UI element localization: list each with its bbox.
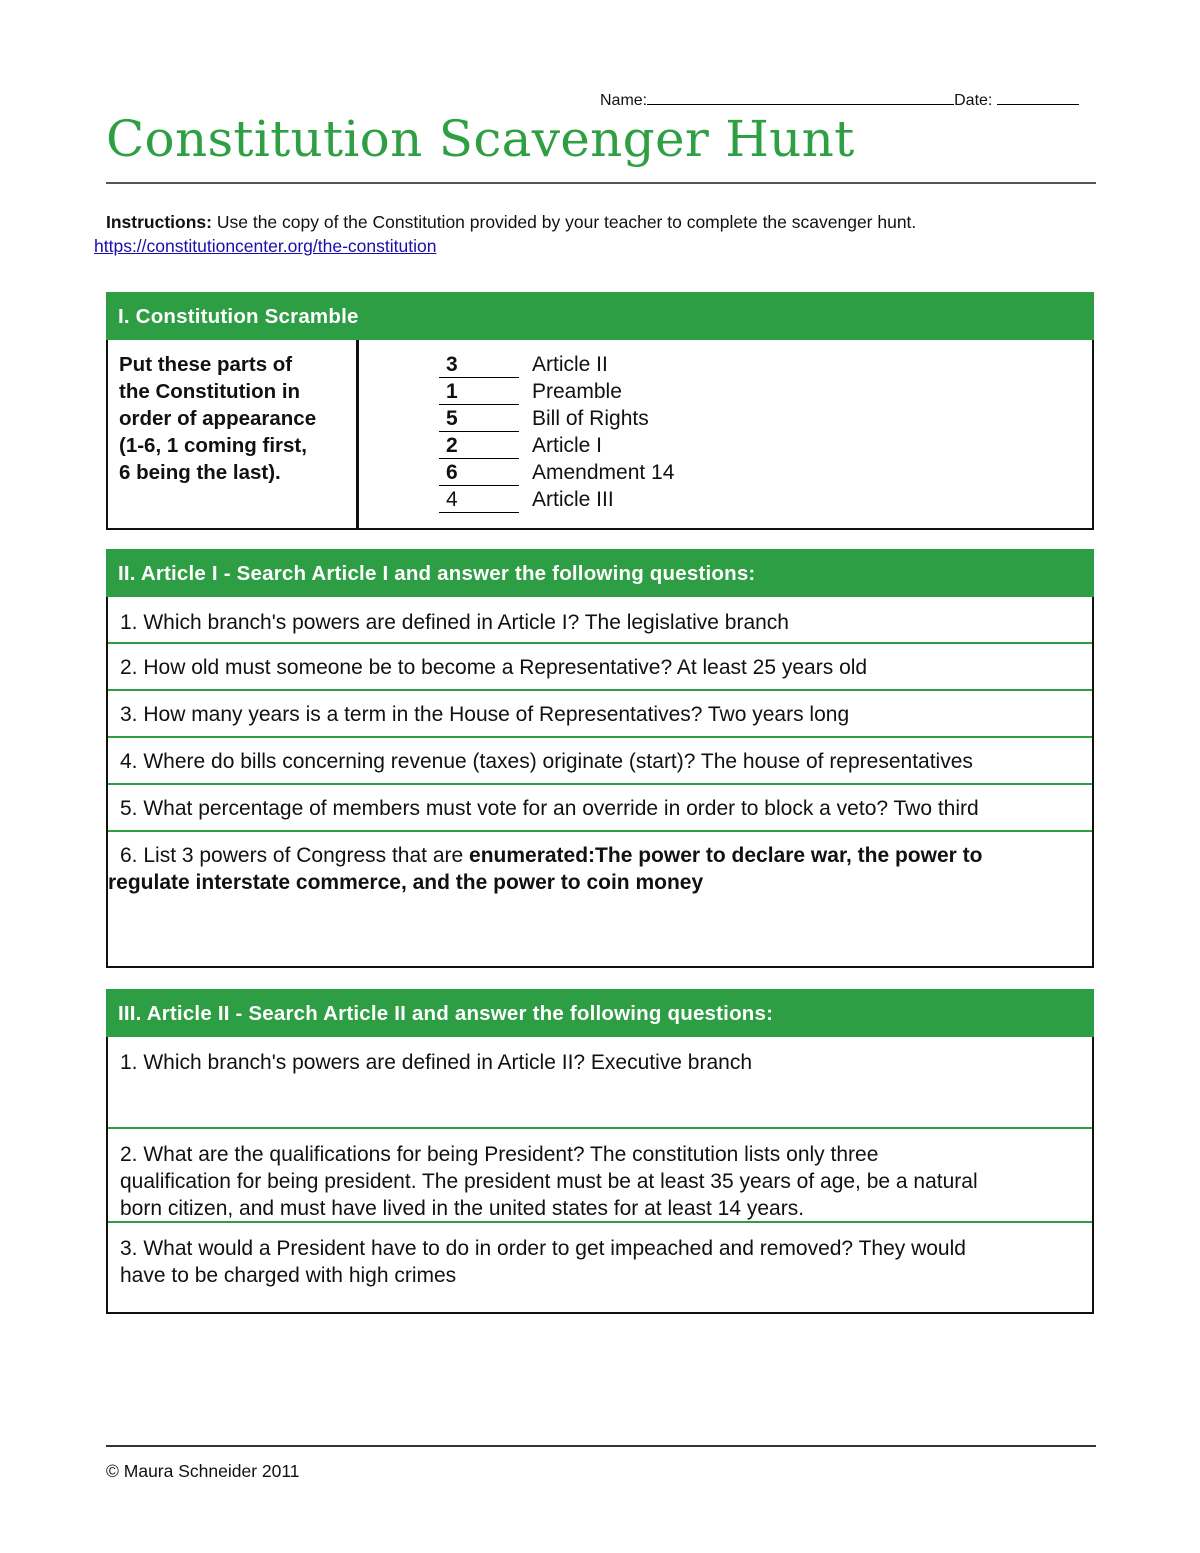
instructions [106,212,916,233]
question-text: 1. Which branch's powers are defined in Article I? The legislative branch [120,611,789,634]
question-row[interactable] [108,691,1092,738]
section-heading: I. Constitution Scramble [106,292,1094,340]
section-heading: III. Article II - Search Article II and answer the following questions: [106,989,1094,1037]
section-heading: II. Article I - Search Article I and answer the following questions: [106,549,1094,597]
part-label: Amendment 14 [532,461,675,484]
answer-text: enumerated:The power to declare war, the power to [469,844,983,867]
instructions-text: Use the copy of the Constitution provided by your teacher to complete the scavenger hunt. [211,212,917,232]
question-row[interactable] [108,597,1092,644]
page-title: Constitution Scavenger Hunt [106,110,855,168]
list-item [439,378,674,405]
section-constitution-scramble [106,292,1094,530]
question-line: 3. What would a President have to do in order to get impeached and removed? They would [120,1237,966,1260]
name-label: Name: [600,92,648,109]
name-date-line [600,90,1079,110]
footer-divider [106,1445,1096,1447]
constitution-link[interactable]: https://constitutioncenter.org/the-constitution [94,236,437,256]
part-label: Article I [532,434,603,457]
section-article-2 [106,989,1094,1314]
order-answer[interactable]: 1 [439,380,519,405]
part-label: Bill of Rights [532,407,649,430]
scramble-list [359,340,674,528]
prompt-line: Put these parts of [119,353,293,376]
question-row[interactable] [108,832,1092,966]
question-line [108,842,1092,869]
order-answer[interactable]: 5 [439,407,519,432]
part-label: Preamble [532,380,622,403]
question-line [108,869,1092,896]
answer-text: regulate interstate commerce, and the power to coin money [108,871,704,894]
question-text: 2. How old must someone be to become a Representative? At least 25 years old [120,656,868,679]
date-field[interactable] [997,90,1079,105]
list-item [439,459,674,486]
question-row[interactable] [108,1037,1092,1129]
question-text: 3. How many years is a term in the House of Representatives? Two years long [120,703,850,726]
scramble-body [108,340,1092,528]
question-text: 4. Where do bills concerning revenue (taxes) originate (start)? The house of representatives [120,750,973,773]
prompt-line: order of appearance [119,407,317,430]
prompt-line: the Constitution in [119,380,301,403]
section-article-1 [106,549,1094,968]
question-line: qualification for being president. The president must be at least 35 years of age, be a natural [120,1170,978,1193]
question-row[interactable] [108,1223,1092,1312]
copyright: © Maura Schneider 2011 [106,1461,300,1481]
date-label: Date: [954,92,993,109]
list-item [439,486,674,513]
order-answer[interactable]: 6 [439,461,519,486]
question-row[interactable] [108,785,1092,832]
order-answer[interactable]: 3 [439,353,519,378]
scramble-prompt [108,340,359,528]
question-line: 2. What are the qualifications for being President? The constitution lists only three [120,1143,879,1166]
question-row[interactable] [108,738,1092,785]
instructions-label: Instructions: [106,212,212,232]
list-item [439,351,674,378]
list-item [439,432,674,459]
part-label: Article II [532,353,608,376]
prompt-line: (1-6, 1 coming first, [119,434,307,457]
question-row[interactable] [108,1129,1092,1223]
question-row[interactable] [108,644,1092,691]
title-divider [106,182,1096,184]
name-field[interactable] [647,90,954,105]
question-text: 1. Which branch's powers are defined in Article II? Executive branch [120,1051,752,1074]
list-item [439,405,674,432]
part-label: Article III [532,488,614,511]
question-text: 6. List 3 powers of Congress that are [120,844,470,867]
question-line: born citizen, and must have lived in the united states for at least 14 years. [120,1197,805,1220]
order-answer[interactable]: 4 [439,488,519,513]
question-line: have to be charged with high crimes [120,1264,457,1287]
order-answer[interactable]: 2 [439,434,519,459]
prompt-line: 6 being the last). [119,461,281,484]
question-text: 5. What percentage of members must vote for an override in order to block a veto? Two third [120,797,979,820]
